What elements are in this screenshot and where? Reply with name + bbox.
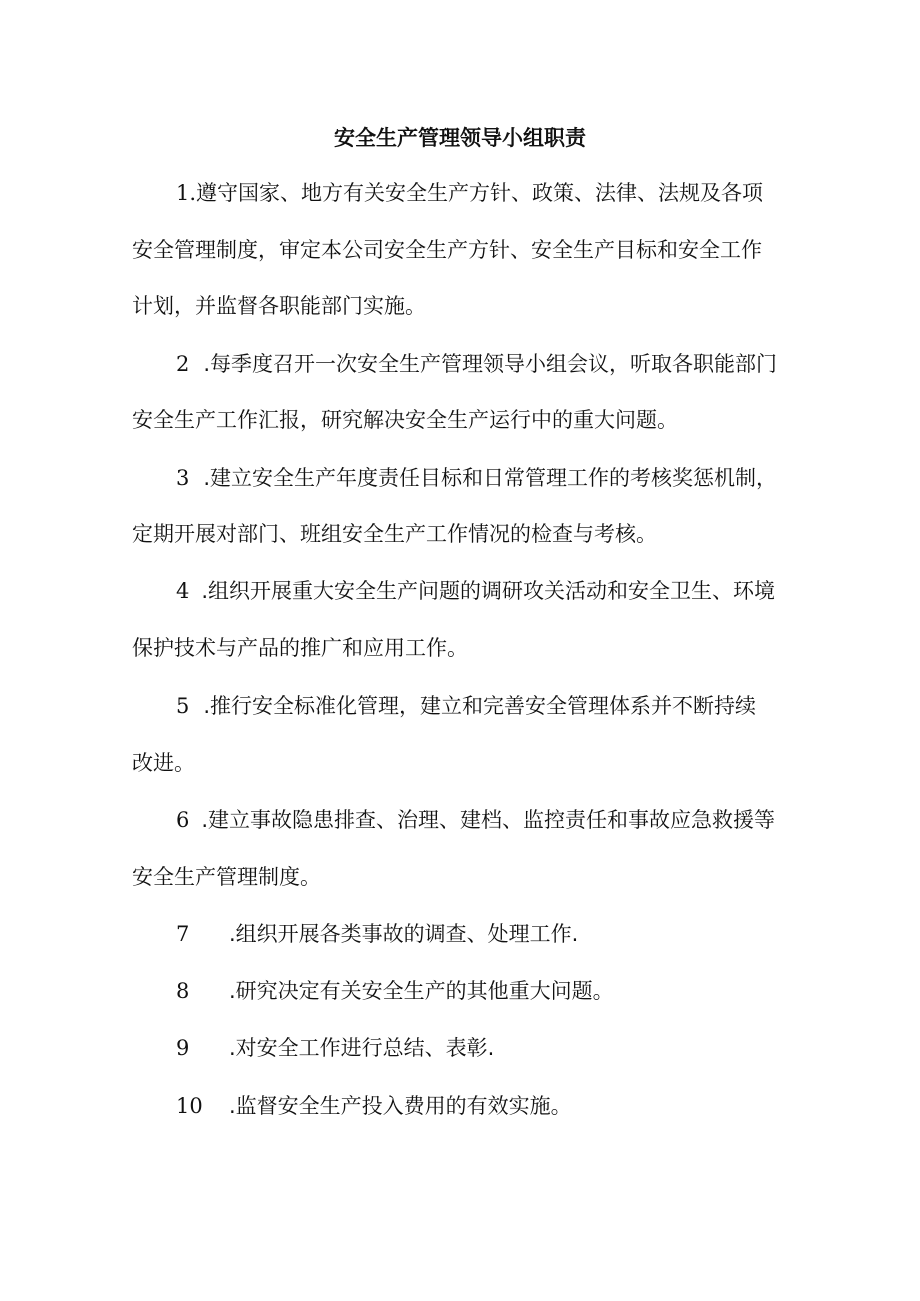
document-title: 安全生产管理领导小组职责 xyxy=(334,126,586,150)
item-text-line: 改进。 xyxy=(132,751,195,775)
item-text-line: .推行安全标准化管理，建立和完善安全管理体系并不断持续 xyxy=(203,694,757,718)
list-item xyxy=(176,692,756,720)
list-item xyxy=(176,577,775,605)
item-number: 10 xyxy=(176,1094,203,1118)
item-text-line: .建立事故隐患排查、治理、建档、监控责任和事故应急救援等 xyxy=(201,808,776,832)
item-text-line: 安全生产工作汇报，研究解决安全生产运行中的重大问题。 xyxy=(132,408,678,432)
item-text-line: 安全管理制度，审定本公司安全生产方针、安全生产目标和安全工作 xyxy=(132,238,762,262)
item-text-line: .监督安全生产投入费用的有效实施。 xyxy=(229,1094,572,1118)
item-number: 5 xyxy=(176,694,190,718)
item-text-line: 遵守国家、地方有关安全生产方针、政策、法律、法规及各项 xyxy=(196,181,764,205)
list-item xyxy=(176,179,763,207)
item-text-line: .研究决定有关安全生产的其他重大问题。 xyxy=(229,979,614,1003)
list-item xyxy=(176,464,777,492)
item-number: 1. xyxy=(176,181,197,205)
item-text-line: .每季度召开一次安全生产管理领导小组会议，听取各职能部门 xyxy=(203,352,778,376)
item-text-line: .对安全工作进行总结、表彰. xyxy=(229,1036,495,1060)
item-number: 3 xyxy=(176,466,190,490)
item-text-line: 安全生产管理制度。 xyxy=(132,865,321,889)
item-number: 6 xyxy=(176,808,190,832)
item-text-line: .组织开展重大安全生产问题的调研攻关活动和安全卫生、环境 xyxy=(201,579,776,603)
item-text-line: .组织开展各类事故的调查、处理工作. xyxy=(229,922,579,946)
list-item xyxy=(176,806,775,834)
item-number: 9 xyxy=(176,1036,190,1060)
item-text-line: .建立安全生产年度责任目标和日常管理工作的考核奖惩机制， xyxy=(203,466,778,490)
item-number: 2 xyxy=(176,352,190,376)
list-item xyxy=(176,350,777,378)
item-number: 8 xyxy=(176,979,190,1003)
item-text-line: 计划，并监督各职能部门实施。 xyxy=(132,294,426,318)
item-number: 4 xyxy=(176,579,190,603)
item-text-line: 定期开展对部门、班组安全生产工作情况的检查与考核。 xyxy=(132,522,657,546)
item-text-line: 保护技术与产品的推广和应用工作。 xyxy=(132,636,468,660)
item-number: 7 xyxy=(176,922,190,946)
